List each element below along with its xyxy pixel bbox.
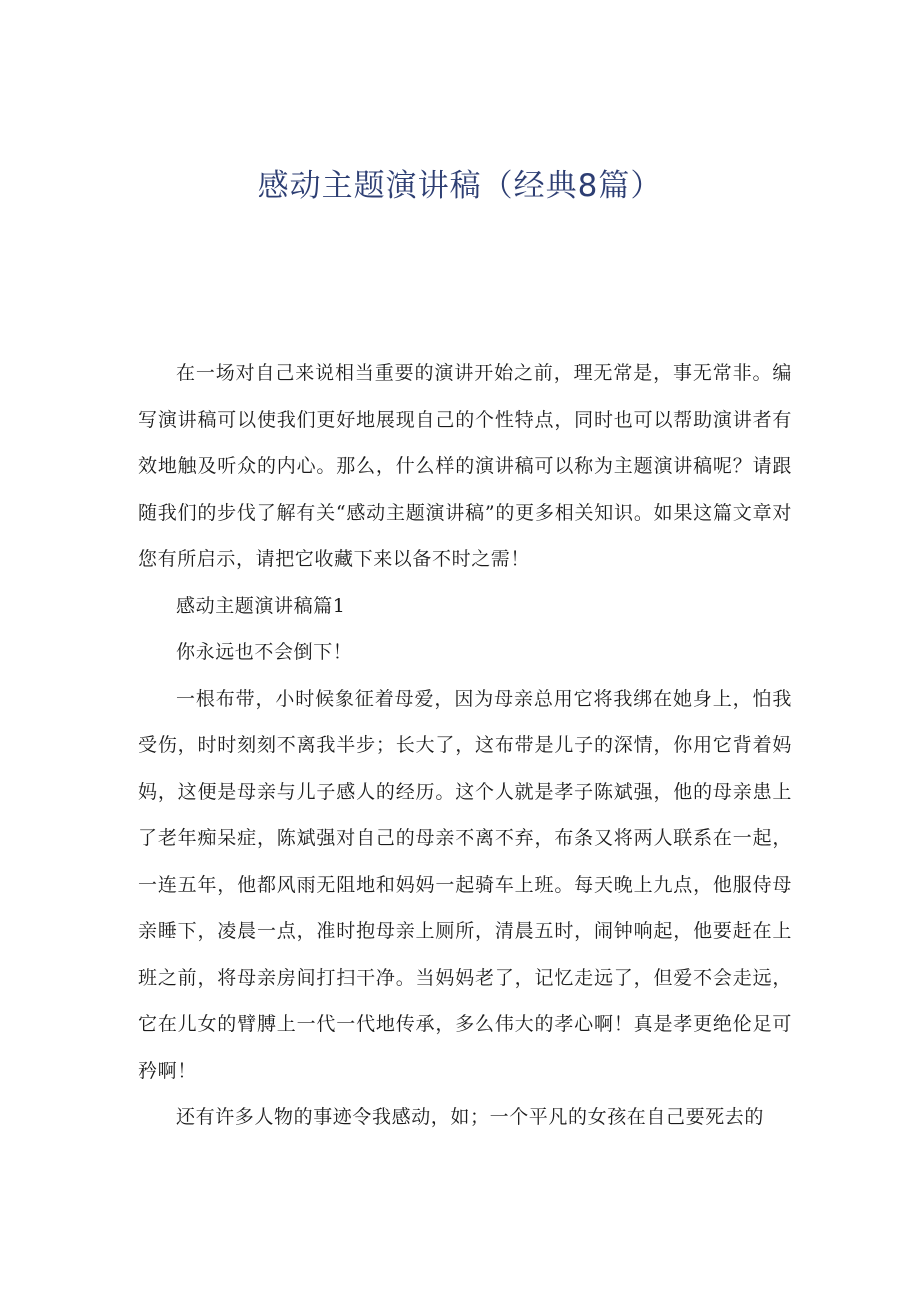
document-body [138,350,792,1141]
section-subtitle: 你永远也不会倒下！ [176,641,353,663]
section-heading: 感动主题演讲稿篇1 [176,594,346,617]
body-paragraph: 一根布带，小时候象征着母爱，因为母亲总用它将我绑在她身上，怕我受伤，时时刻刻不离我半步；长大了，这布带是儿子的深情，你用它背着妈妈，这便是母亲与儿子感人的经历。这个人就是孝子陈斌强，他的母亲患上了老年痴呆症，陈斌强对自己的母亲不离不弃，布条又将两人联系在一起，一连五年，他都风雨无阻地和妈妈一起骑车上班。每天晚上九点，他服侍母亲睡下，凌晨一点，准时抱母亲上厕所，清晨五时，闹钟响起，他要赶在上班之前，将母亲房间打扫干净。当妈妈老了，记忆走远了，但爱不会走远，它在儿女的臂膊上一代一代地传承，多么伟大的孝心啊！真是孝更绝伦足可矜啊！ [138,687,792,1082]
body-paragraph: 还有许多人物的事迹令我感动，如；一个平凡的女孩在自己要死去的 [176,1106,765,1128]
intro-paragraph: 在一场对自己来说相当重要的演讲开始之前，理无常是，事无常非。编写演讲稿可以使我们更好地展现自己的个性特点，同时也可以帮助演讲者有效地触及听众的内心。那么，什么样的演讲稿可以称为主题演讲稿呢？请跟随我们的步伐了解有关“感动主题演讲稿”的更多相关知识。如果这篇文章对您有所启示，请把它收藏下来以备不时之需！ [138,362,792,570]
document-title: 感动主题演讲稿（经典8篇） [257,168,663,204]
